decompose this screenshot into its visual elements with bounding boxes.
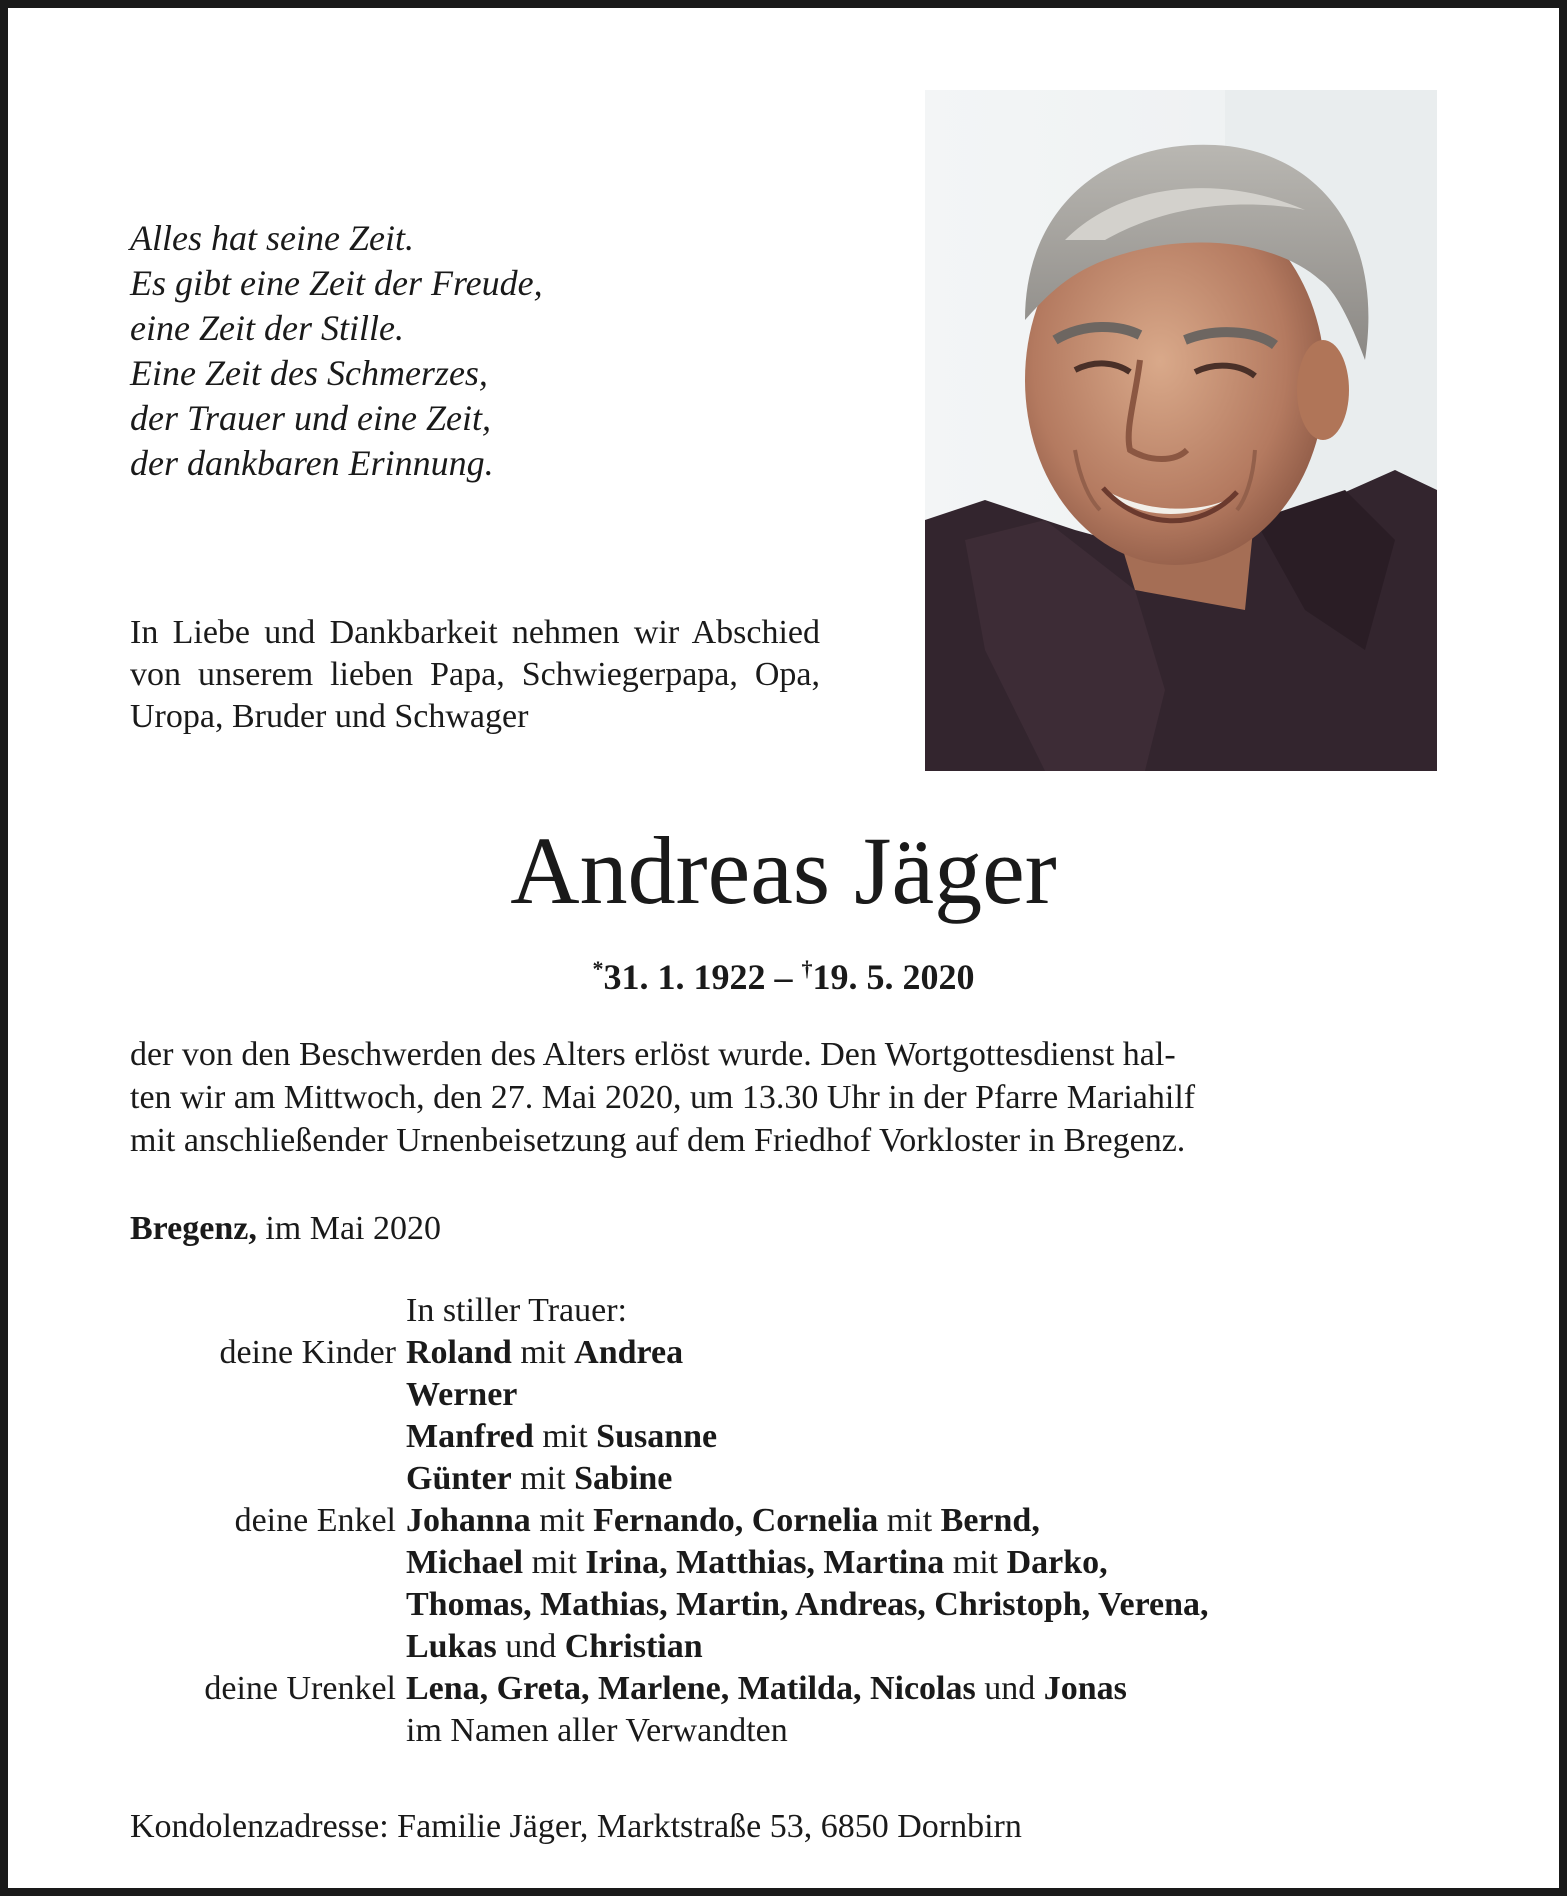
urenkel-line: [406, 1668, 1127, 1710]
poem-line: der Trauer und eine Zeit,: [130, 398, 491, 438]
mourner-name: Manfred: [406, 1418, 534, 1455]
closing-text: im Namen aller Verwandten: [406, 1712, 788, 1749]
mourner-name: Fernando, Cornelia: [593, 1502, 879, 1539]
enkel-row: [8, 1500, 1559, 1542]
death-symbol: †: [801, 956, 813, 981]
conjunction: mit: [878, 1502, 941, 1539]
closing-row: [8, 1710, 1559, 1752]
urenkel-label: deine Urenkel: [204, 1670, 396, 1707]
mourner-name: Irina, Matthias, Martina: [585, 1544, 945, 1581]
kinder-row: [8, 1458, 1559, 1500]
conjunction: mit: [511, 1460, 575, 1497]
enkel-line: [406, 1542, 1108, 1584]
poem-line: der dankbaren Erinnung.: [130, 443, 494, 483]
intro-text: In Liebe und Dankbarkeit nehmen wir Abschied von unserem lieben Papa, Schwiegerpapa, Opa, Uropa, Bruder und Schwager: [130, 614, 820, 735]
death-date: 19. 5. 2020: [812, 957, 975, 997]
mourners-list: [8, 1290, 1559, 1752]
mourners-heading-row: [8, 1290, 1559, 1332]
mourner-name: Bernd,: [940, 1502, 1040, 1539]
mourner-name: Johanna: [406, 1502, 531, 1539]
urenkel-row: [8, 1668, 1559, 1710]
mourner-name: Susanne: [596, 1418, 718, 1455]
mourner-name: Lukas: [406, 1628, 497, 1665]
place-date: [130, 1210, 441, 1248]
condolence-address: Kondolenzadresse: Familie Jäger, Marktstraße 53, 6850 Dornbirn: [130, 1808, 1022, 1845]
enkel-row: [8, 1542, 1559, 1584]
conjunction: und: [975, 1670, 1044, 1707]
birth-date: 31. 1. 1922: [603, 957, 766, 997]
mourner-name: Werner: [406, 1376, 518, 1413]
kinder-line: [406, 1332, 683, 1374]
birth-symbol: *: [592, 956, 604, 981]
mourner-name: Michael: [406, 1544, 524, 1581]
service-details: [130, 1033, 1440, 1162]
kinder-label: deine Kinder: [219, 1334, 396, 1371]
mourner-name: Jonas: [1043, 1670, 1127, 1707]
enkel-row: [8, 1584, 1559, 1626]
poem-line: Eine Zeit des Schmerzes,: [130, 353, 488, 393]
kinder-line: [406, 1416, 717, 1458]
mourner-name: Thomas, Mathias, Martin, Andreas, Christoph, Verena,: [406, 1586, 1209, 1623]
place-city: Bregenz,: [130, 1210, 257, 1247]
mourner-name: Andrea: [574, 1334, 684, 1371]
body-line: mit anschließender Urnenbeisetzung auf dem Friedhof Vorkloster in Bregenz.: [130, 1122, 1186, 1159]
conjunction: mit: [944, 1544, 1007, 1581]
enkel-row: [8, 1626, 1559, 1668]
poem-line: eine Zeit der Stille.: [130, 308, 404, 348]
enkel-line: [406, 1500, 1040, 1542]
body-line: ten wir am Mittwoch, den 27. Mai 2020, um 13.30 Uhr in der Pfarre Mariahilf: [130, 1079, 1196, 1116]
mourners-heading: In stiller Trauer:: [406, 1292, 627, 1329]
place-month: im Mai 2020: [256, 1210, 442, 1247]
conjunction: und: [496, 1628, 565, 1665]
deceased-name: Andreas Jäger: [510, 817, 1057, 924]
life-dates: [8, 956, 1559, 998]
date-separator: –: [765, 957, 802, 997]
mourner-name: Christian: [564, 1628, 703, 1665]
kinder-line: [406, 1374, 517, 1416]
portrait-photo: [925, 90, 1437, 771]
enkel-line: [406, 1584, 1209, 1626]
conjunction: mit: [523, 1544, 586, 1581]
poem: [130, 216, 730, 486]
mourner-name: Günter: [406, 1460, 512, 1497]
poem-line: Es gibt eine Zeit der Freude,: [130, 263, 543, 303]
mourner-name: Darko,: [1006, 1544, 1108, 1581]
mourner-name: Sabine: [574, 1460, 673, 1497]
conjunction: mit: [511, 1334, 575, 1371]
kinder-row: [8, 1374, 1559, 1416]
portrait-illustration: [925, 90, 1437, 771]
body-line: der von den Beschwerden des Alters erlöst wurde. Den Wortgottesdienst hal-: [130, 1036, 1176, 1073]
kinder-row: [8, 1416, 1559, 1458]
kinder-line: [406, 1458, 672, 1500]
conjunction: mit: [530, 1502, 594, 1539]
poem-line: Alles hat seine Zeit.: [130, 218, 414, 258]
enkel-line: [406, 1626, 703, 1668]
enkel-label: deine Enkel: [234, 1502, 396, 1539]
kinder-row: [8, 1332, 1559, 1374]
conjunction: mit: [533, 1418, 597, 1455]
mourner-name: Roland: [406, 1334, 512, 1371]
mourner-name: Lena, Greta, Marlene, Matilda, Nicolas: [406, 1670, 976, 1707]
